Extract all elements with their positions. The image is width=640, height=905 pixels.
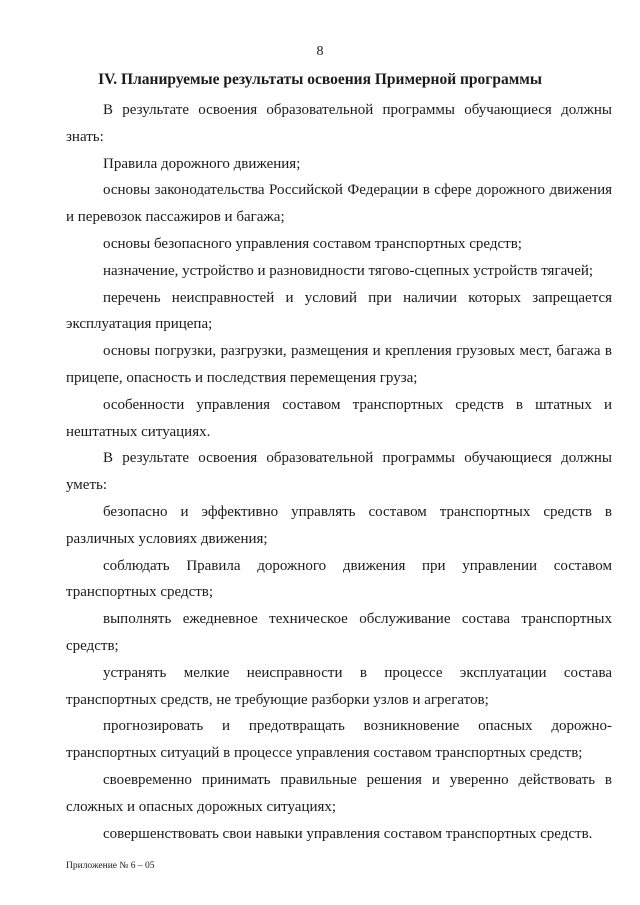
paragraph-skills-intro: В результате освоения образовательной программы обучающиеся должны уметь: bbox=[66, 450, 612, 494]
paragraph-driving-features: особенности управления составом транспортных средств в штатных и нештатных ситуациях. bbox=[66, 396, 612, 440]
page-footer: Приложение № 6 – 05 bbox=[66, 861, 155, 871]
document-body bbox=[66, 97, 612, 847]
paragraph-know-intro: В результате освоения образовательной программы обучающиеся должны знать: bbox=[66, 102, 612, 145]
paragraph-coupling-devices: назначение, устройство и разновидности тягово-сцепных устройств тягачей; bbox=[103, 262, 594, 279]
page-number: 8 bbox=[316, 44, 324, 59]
paragraph-fix-faults: устранять мелкие неисправности в процессе эксплуатации состава транспортных средств, не требующие разборки узлов и агрегатов; bbox=[66, 664, 612, 708]
paragraph-follow-rules: соблюдать Правила дорожного движения при управлении составом транспортных средств; bbox=[66, 557, 612, 601]
section-heading: IV. Планируемые результаты освоения Примерной программы bbox=[98, 71, 542, 88]
paragraph-loading-basics: основы погрузки, разгрузки, размещения и крепления грузовых мест, багажа в прицепе, опасность и последствия перемещения груза; bbox=[66, 343, 612, 386]
paragraph-timely-decisions: своевременно принимать правильные решения и уверенно действовать в сложных и опасных дорожных ситуациях; bbox=[66, 771, 612, 815]
paragraph-safe-driving-basics: основы безопасного управления составом транспортных средств; bbox=[103, 235, 522, 252]
paragraph-legislation: основы законодательства Российской Федерации в сфере дорожного движения и перевозок пассажиров и багажа; bbox=[66, 182, 612, 226]
paragraph-traffic-rules: Правила дорожного движения; bbox=[103, 155, 301, 172]
paragraph-daily-maintenance: выполнять ежедневное техническое обслуживание состава транспортных средств; bbox=[66, 611, 612, 654]
paragraph-prevent-hazards: прогнозировать и предотвращать возникновение опасных дорожно-транспортных ситуаций в процессе управления составом транспортных средств; bbox=[66, 718, 612, 762]
paragraph-improve-skills: совершенствовать свои навыки управления составом транспортных средств. bbox=[103, 825, 593, 842]
paragraph-trailer-faults: перечень неисправностей и условий при наличии которых запрещается эксплуатация прицепа; bbox=[66, 289, 612, 333]
paragraph-drive-safely: безопасно и эффективно управлять составом транспортных средств в различных условиях движения; bbox=[66, 503, 612, 547]
